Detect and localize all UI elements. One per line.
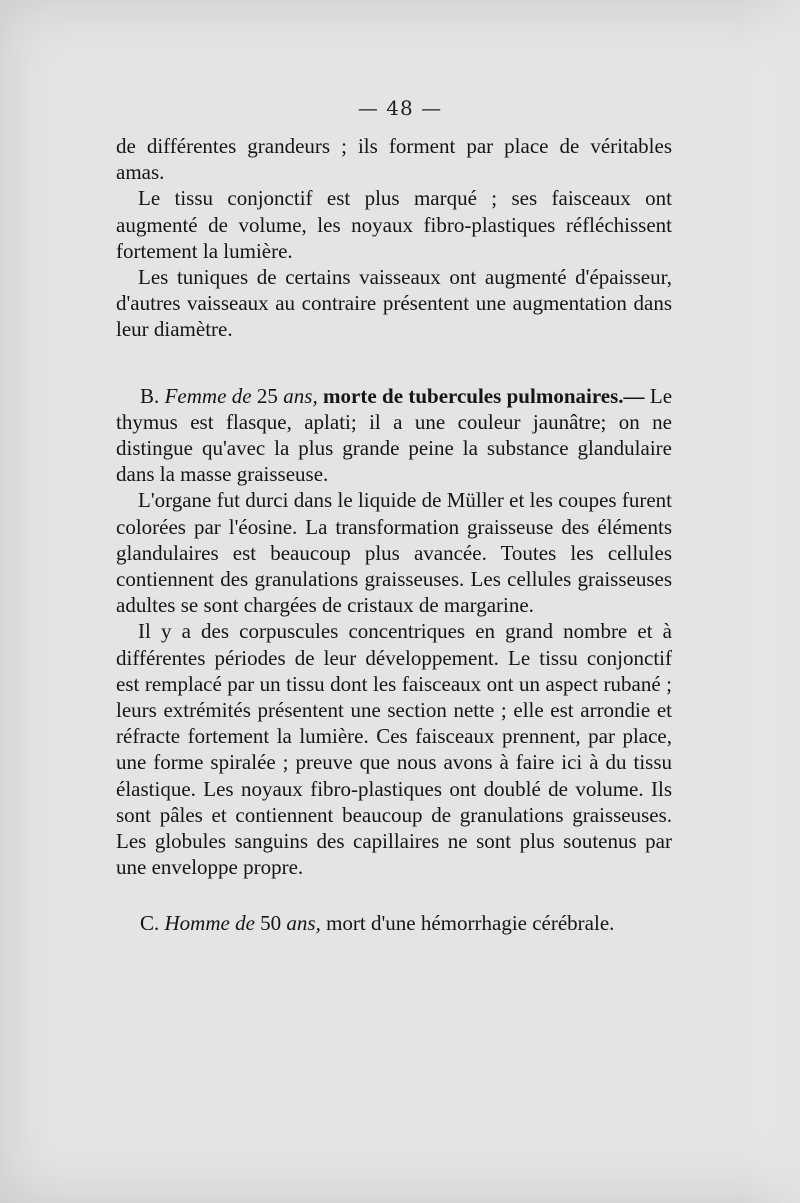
case-b-diagnosis: morte de tubercules pulmonaires.— bbox=[323, 383, 645, 408]
case-b-age-number: 25 bbox=[256, 383, 278, 408]
paragraph: L'organe fut durci dans le liquide de Müller et les coupes furent colorées par l'éosine. La transformation graisseuse des éléments glandulaires est beaucoup plus avancée. Toutes les cellules contiennent des granulations graisseuses. Les cellules graisseuses adultes se sont chargées de cristaux de margarine. bbox=[116, 488, 672, 618]
page-edge-shading bbox=[740, 0, 800, 1203]
case-b-age-unit: ans, bbox=[283, 383, 318, 408]
case-c-age-number: 50 bbox=[260, 911, 282, 936]
section-gap bbox=[116, 343, 672, 383]
paragraph: de différentes grandeurs ; ils forment par place de véritables amas. bbox=[116, 134, 672, 185]
case-c-label: C. bbox=[140, 911, 160, 936]
paragraph: Les tuniques de certains vaisseaux ont augmenté d'épaisseur, d'autres vaisseaux au contraire présentent une augmentation dans leur diamètre. bbox=[116, 265, 672, 342]
case-c-diagnosis: mort d'une hémorrhagie cérébrale. bbox=[326, 911, 615, 936]
case-c-subject: Homme de bbox=[164, 911, 255, 936]
page-number: — 48 — bbox=[357, 96, 443, 120]
text-block bbox=[116, 133, 672, 937]
case-b-paragraph bbox=[116, 383, 672, 488]
case-b-subject: Femme de bbox=[164, 383, 252, 408]
case-b-label: B. bbox=[140, 383, 160, 408]
case-c-age-unit: ans, bbox=[286, 911, 321, 936]
paragraph: Le tissu conjonctif est plus marqué ; ses faisceaux ont augmenté de volume, les noyaux fibro-plastiques réfléchissent fortement la lumière. bbox=[116, 186, 672, 263]
paragraph: Il y a des corpuscules concentriques en grand nombre et à différentes périodes de leur développement. Le tissu conjonctif est remplacé par un tissu dont les faisceaux ont un aspect rubané ; leurs extrémités présentent une section nette ; elle est arrondie et réfracte fortement la lumière. Ces faisceaux prennent, par place, une forme spiralée ; preuve que nous avons à faire ici à du tissu élastique. Les noyaux fibro-plastiques ont doublé de volume. Ils sont pâles et contiennent beaucoup de granulations graisseuses. Les globules sanguins des capillaires ne sont plus soutenus par une enveloppe propre. bbox=[116, 619, 672, 880]
case-c-paragraph bbox=[116, 910, 672, 936]
case-b-continuation: Le thymus est flasque, aplati; il a une couleur jaunâtre; on ne distingue qu'avec la plus grande peine la substance glandulaire dans la masse graisseuse. bbox=[116, 383, 673, 487]
section-gap bbox=[116, 880, 672, 910]
